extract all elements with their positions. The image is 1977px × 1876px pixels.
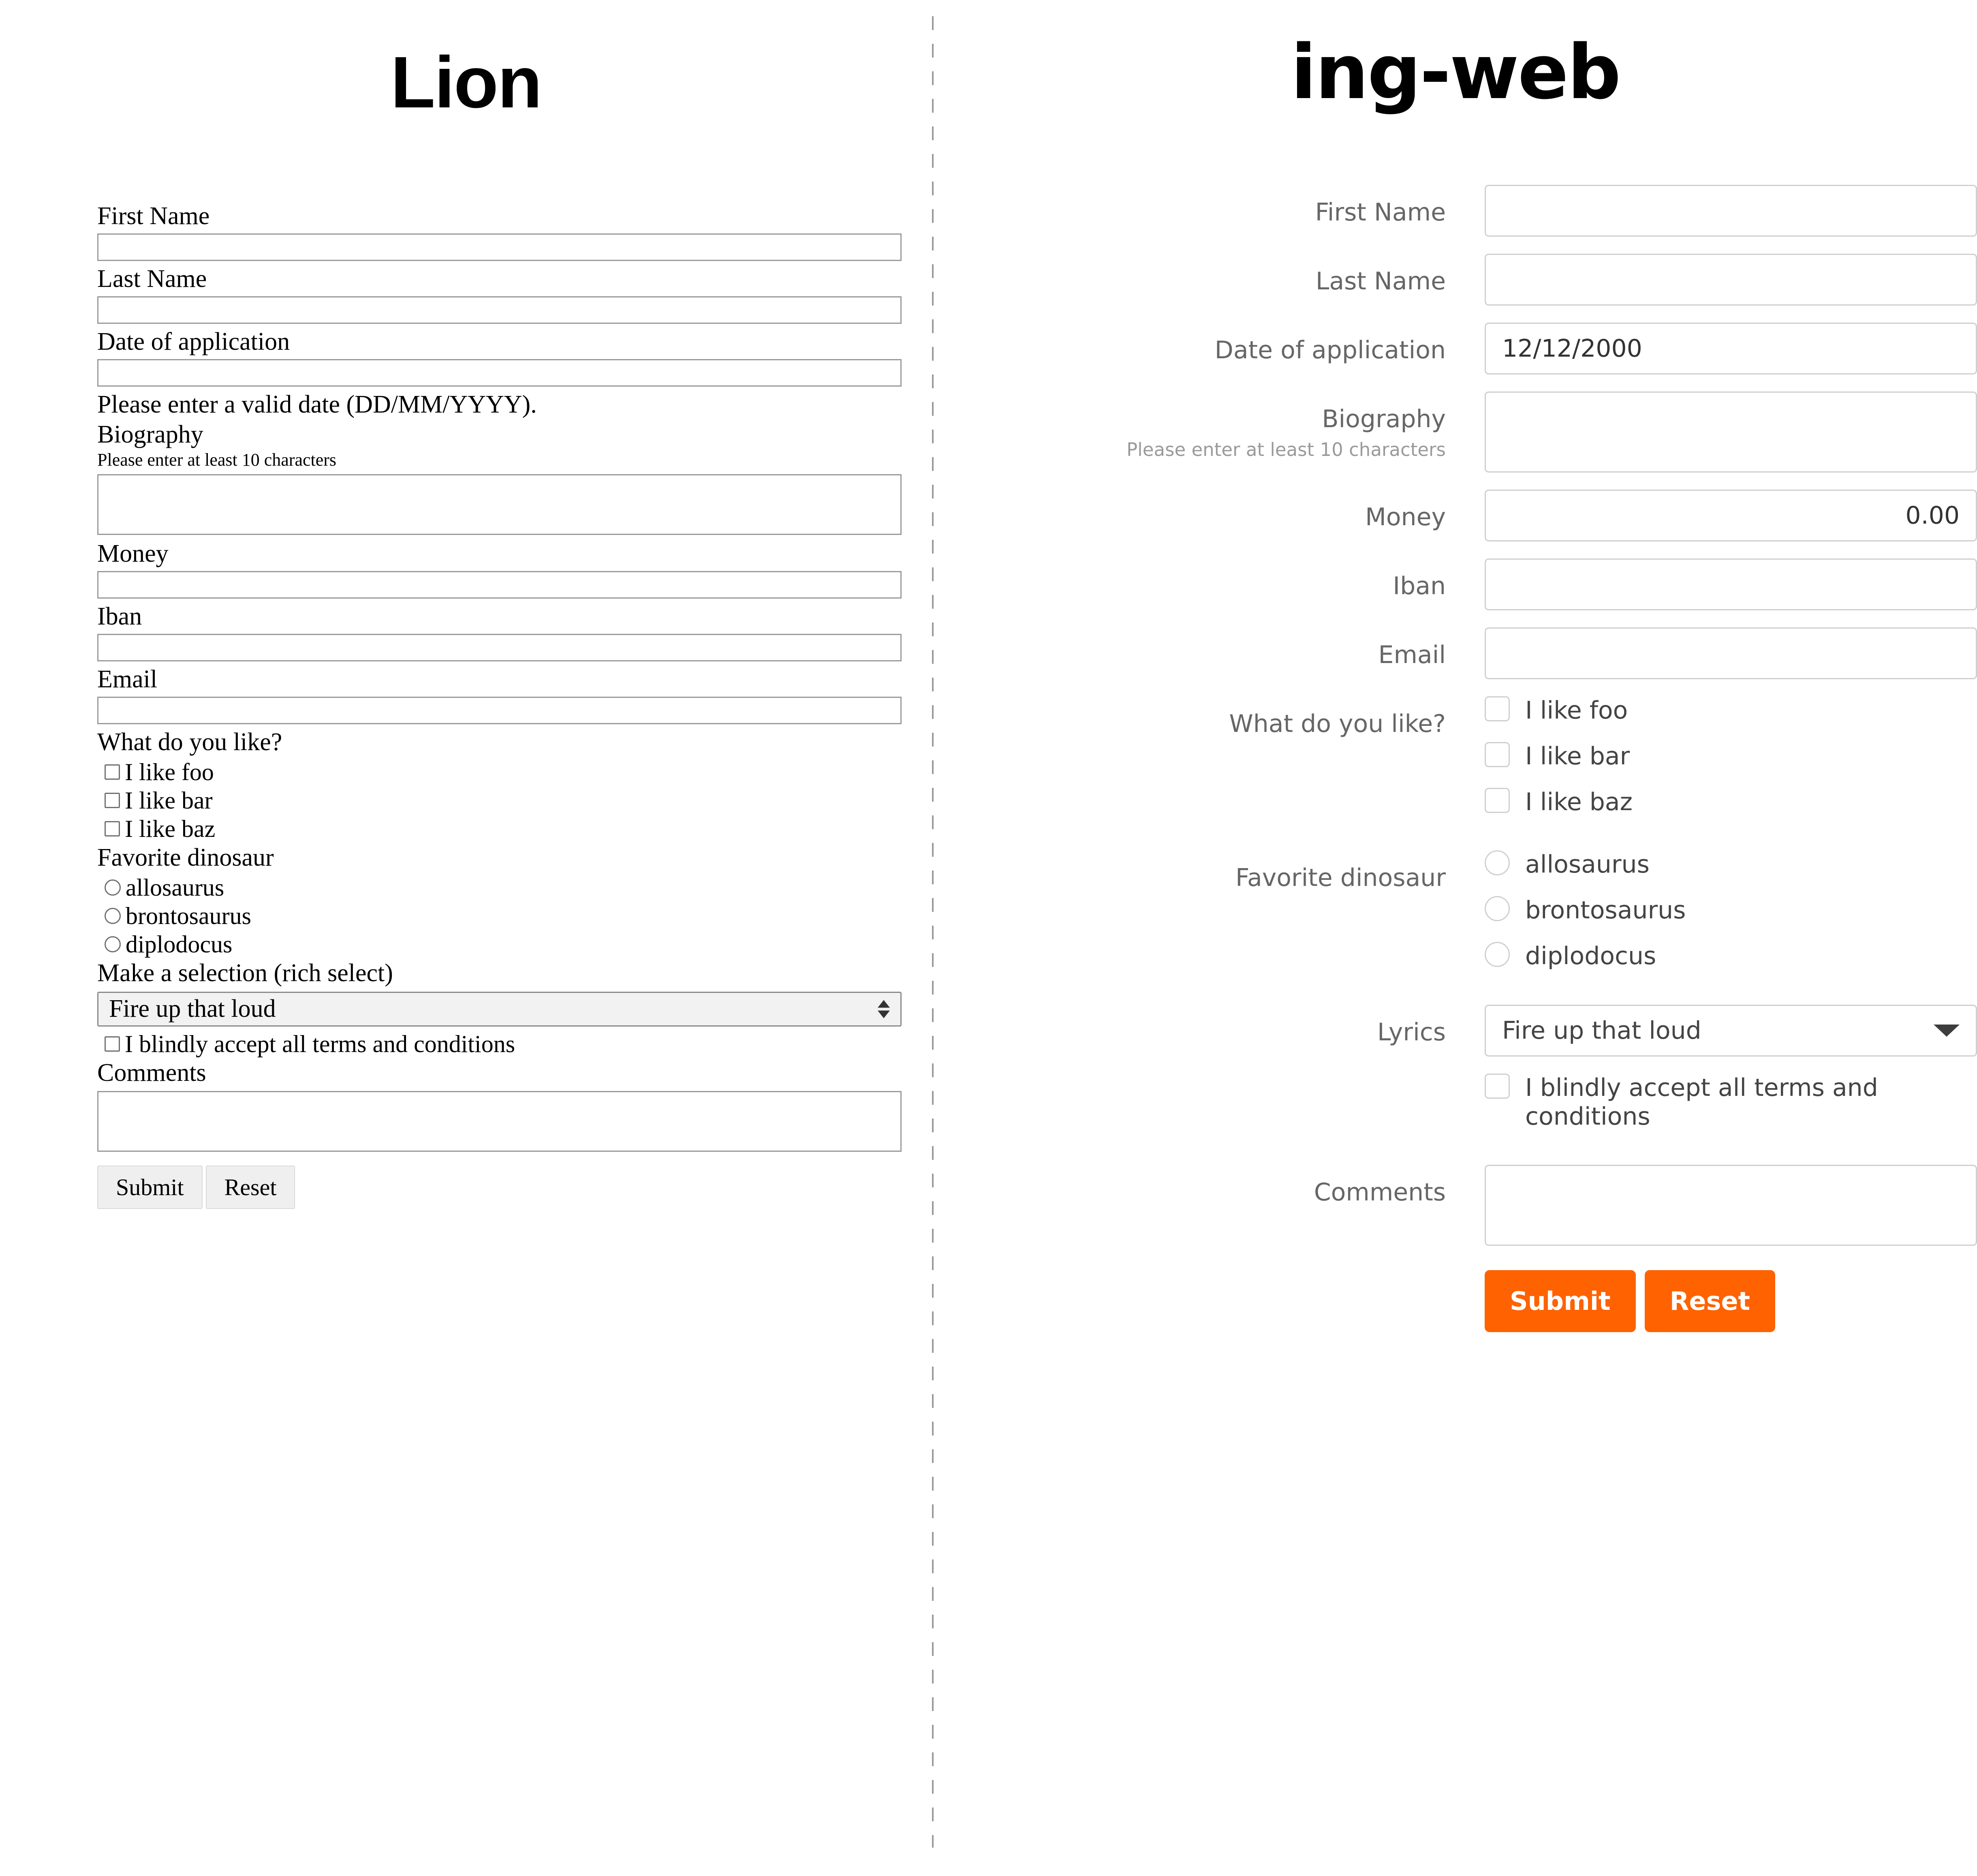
right-radio-allosaurus-label: allosaurus (1525, 850, 1650, 879)
right-terms-row (1007, 1074, 1977, 1148)
left-checkbox-foo-label: I like foo (125, 759, 214, 786)
left-first-name-label: First Name (97, 202, 210, 230)
checkbox-icon[interactable] (1485, 788, 1510, 813)
left-date-validation-message: Please enter a valid date (DD/MM/YYYY). (97, 391, 537, 419)
right-biography-textarea[interactable] (1485, 391, 1977, 473)
right-email-input[interactable] (1485, 627, 1977, 679)
radio-icon[interactable] (1485, 942, 1510, 967)
right-biography-label-col (1007, 391, 1485, 460)
right-checkbox-bar[interactable] (1485, 742, 1977, 771)
left-comments-textarea[interactable] (97, 1091, 902, 1152)
left-reset-button[interactable]: Reset (206, 1166, 295, 1209)
right-radio-allosaurus[interactable] (1485, 850, 1977, 879)
left-radio-brontosaurus[interactable] (105, 903, 908, 929)
right-iban-field-col (1485, 558, 1977, 610)
right-date-label-col (1007, 323, 1485, 364)
chevron-down-icon (1934, 1025, 1960, 1037)
left-likes-label: What do you like? (97, 728, 282, 756)
right-lyrics-select[interactable] (1485, 1005, 1977, 1057)
right-checkbox-baz[interactable] (1485, 788, 1977, 817)
right-email-field-col (1485, 627, 1977, 679)
right-radio-diplodocus[interactable] (1485, 942, 1977, 971)
right-email-label-col (1007, 627, 1485, 669)
radio-icon[interactable] (105, 879, 121, 896)
left-radio-allosaurus-label: allosaurus (126, 874, 224, 901)
left-checkbox-baz-label: I like baz (125, 815, 216, 843)
left-rich-select[interactable] (97, 992, 902, 1027)
right-last-name-input[interactable] (1485, 254, 1977, 306)
right-checkbox-terms[interactable] (1485, 1074, 1977, 1131)
right-first-name-label-col (1007, 185, 1485, 227)
right-dinosaur-field-col (1485, 850, 1977, 987)
right-money-label: Money (1365, 503, 1446, 531)
right-dinosaur-row (1007, 850, 1977, 987)
right-likes-row (1007, 696, 1977, 833)
checkbox-icon[interactable] (105, 821, 120, 836)
right-button-row (1485, 1270, 1977, 1332)
checkbox-icon[interactable] (1485, 742, 1510, 767)
left-biography-hint: Please enter at least 10 characters (97, 449, 337, 470)
left-radio-diplodocus[interactable] (105, 931, 908, 958)
left-first-name-input[interactable] (97, 233, 902, 261)
right-biography-row (1007, 391, 1977, 473)
right-checkbox-foo-label: I like foo (1525, 696, 1628, 725)
right-email-label: Email (1378, 641, 1446, 669)
right-money-label-col (1007, 490, 1485, 531)
radio-icon[interactable] (1485, 896, 1510, 921)
left-form (97, 201, 908, 1209)
right-checkbox-baz-label: I like baz (1525, 787, 1633, 816)
left-biography-textarea[interactable] (97, 474, 902, 535)
right-iban-label: Iban (1393, 572, 1446, 600)
left-iban-label: Iban (97, 602, 142, 630)
right-last-name-label: Last Name (1315, 267, 1446, 295)
left-checkbox-bar[interactable] (105, 787, 908, 814)
left-panel-unstyled-form (0, 0, 932, 1876)
right-comments-textarea[interactable] (1485, 1165, 1977, 1246)
right-likes-field-col (1485, 696, 1977, 833)
left-radio-brontosaurus-label: brontosaurus (126, 903, 251, 930)
left-terms-label: I blindly accept all terms and conditions (125, 1030, 515, 1057)
left-biography-label: Biography (97, 420, 203, 448)
right-biography-field-col (1485, 391, 1977, 473)
right-biography-label: Biography (1322, 405, 1446, 433)
right-email-row (1007, 627, 1977, 679)
right-last-name-field-col (1485, 254, 1977, 306)
right-money-row (1007, 490, 1977, 541)
left-last-name-label: Last Name (97, 265, 207, 293)
right-date-row (1007, 323, 1977, 374)
right-likes-label: What do you like? (1229, 710, 1446, 738)
left-money-input[interactable] (97, 571, 902, 599)
left-date-input[interactable] (97, 359, 902, 387)
right-iban-input[interactable] (1485, 558, 1977, 610)
right-iban-row (1007, 558, 1977, 610)
right-date-label: Date of application (1214, 336, 1446, 364)
right-panel-title: ing-web (1291, 28, 1620, 116)
right-reset-button[interactable]: Reset (1645, 1270, 1775, 1332)
right-lyrics-label: Lyrics (1377, 1018, 1446, 1046)
right-lyrics-select-value: Fire up that loud (1502, 1016, 1701, 1045)
right-checkbox-foo[interactable] (1485, 696, 1977, 725)
right-radio-brontosaurus[interactable] (1485, 896, 1977, 925)
radio-icon[interactable] (105, 908, 121, 924)
left-checkbox-terms[interactable] (105, 1031, 908, 1057)
right-lyrics-field-col (1485, 1005, 1977, 1057)
left-email-input[interactable] (97, 697, 902, 724)
right-checkbox-bar-label: I like bar (1525, 742, 1630, 770)
left-select-label: Make a selection (rich select) (97, 959, 393, 987)
right-terms-field-col (1485, 1074, 1977, 1148)
right-date-field-col (1485, 323, 1977, 374)
right-panel-styled-form (934, 0, 1977, 1876)
left-date-label: Date of application (97, 328, 290, 356)
left-last-name-input[interactable] (97, 296, 902, 324)
right-lyrics-label-col (1007, 1005, 1485, 1046)
radio-icon[interactable] (1485, 850, 1510, 875)
right-form (934, 185, 1977, 1332)
right-dinosaur-label-col (1007, 850, 1485, 892)
right-first-name-label: First Name (1315, 198, 1446, 227)
right-lyrics-row (1007, 1005, 1977, 1057)
right-money-input[interactable]: 0.00 (1485, 490, 1977, 541)
right-comments-label-col (1007, 1165, 1485, 1206)
left-button-row (97, 1166, 908, 1209)
checkbox-icon[interactable] (1485, 1074, 1510, 1099)
right-radio-brontosaurus-label: brontosaurus (1525, 896, 1686, 925)
left-radio-allosaurus[interactable] (105, 874, 908, 901)
right-likes-label-col (1007, 696, 1485, 738)
left-checkbox-baz[interactable] (105, 815, 908, 842)
right-first-name-input[interactable] (1485, 185, 1977, 237)
checkbox-icon[interactable] (105, 1036, 120, 1052)
right-submit-button[interactable]: Submit (1485, 1270, 1636, 1332)
right-date-input[interactable]: 12/12/2000 (1485, 323, 1977, 374)
left-email-label: Email (97, 665, 158, 693)
checkbox-icon[interactable] (105, 764, 120, 780)
left-checkbox-bar-label: I like bar (125, 787, 213, 814)
left-submit-button[interactable]: Submit (97, 1166, 203, 1209)
right-radio-diplodocus-label: diplodocus (1525, 941, 1656, 970)
left-iban-input[interactable] (97, 634, 902, 661)
left-panel-title: Lion (391, 42, 541, 123)
left-radio-diplodocus-label: diplodocus (126, 931, 233, 958)
right-money-field-col (1485, 490, 1977, 541)
right-first-name-field-col (1485, 185, 1977, 237)
sort-arrows-icon (878, 1000, 890, 1018)
right-terms-label-col (1007, 1074, 1485, 1087)
right-last-name-row (1007, 254, 1977, 306)
left-dinosaur-label: Favorite dinosaur (97, 844, 274, 872)
right-terms-label: I blindly accept all terms and conditions (1525, 1073, 1878, 1131)
right-first-name-row (1007, 185, 1977, 237)
left-comments-label: Comments (97, 1059, 206, 1087)
checkbox-icon[interactable] (1485, 696, 1510, 721)
right-comments-label: Comments (1314, 1178, 1446, 1207)
right-dinosaur-label: Favorite dinosaur (1235, 864, 1446, 892)
left-checkbox-foo[interactable] (105, 759, 908, 785)
radio-icon[interactable] (105, 936, 121, 952)
left-money-label: Money (97, 539, 169, 567)
right-last-name-label-col (1007, 254, 1485, 295)
right-comments-field-col (1485, 1165, 1977, 1246)
right-biography-hint: Please enter at least 10 characters (1126, 439, 1446, 460)
checkbox-icon[interactable] (105, 793, 120, 808)
right-comments-row (1007, 1165, 1977, 1246)
right-iban-label-col (1007, 558, 1485, 600)
left-rich-select-value: Fire up that loud (109, 995, 276, 1023)
